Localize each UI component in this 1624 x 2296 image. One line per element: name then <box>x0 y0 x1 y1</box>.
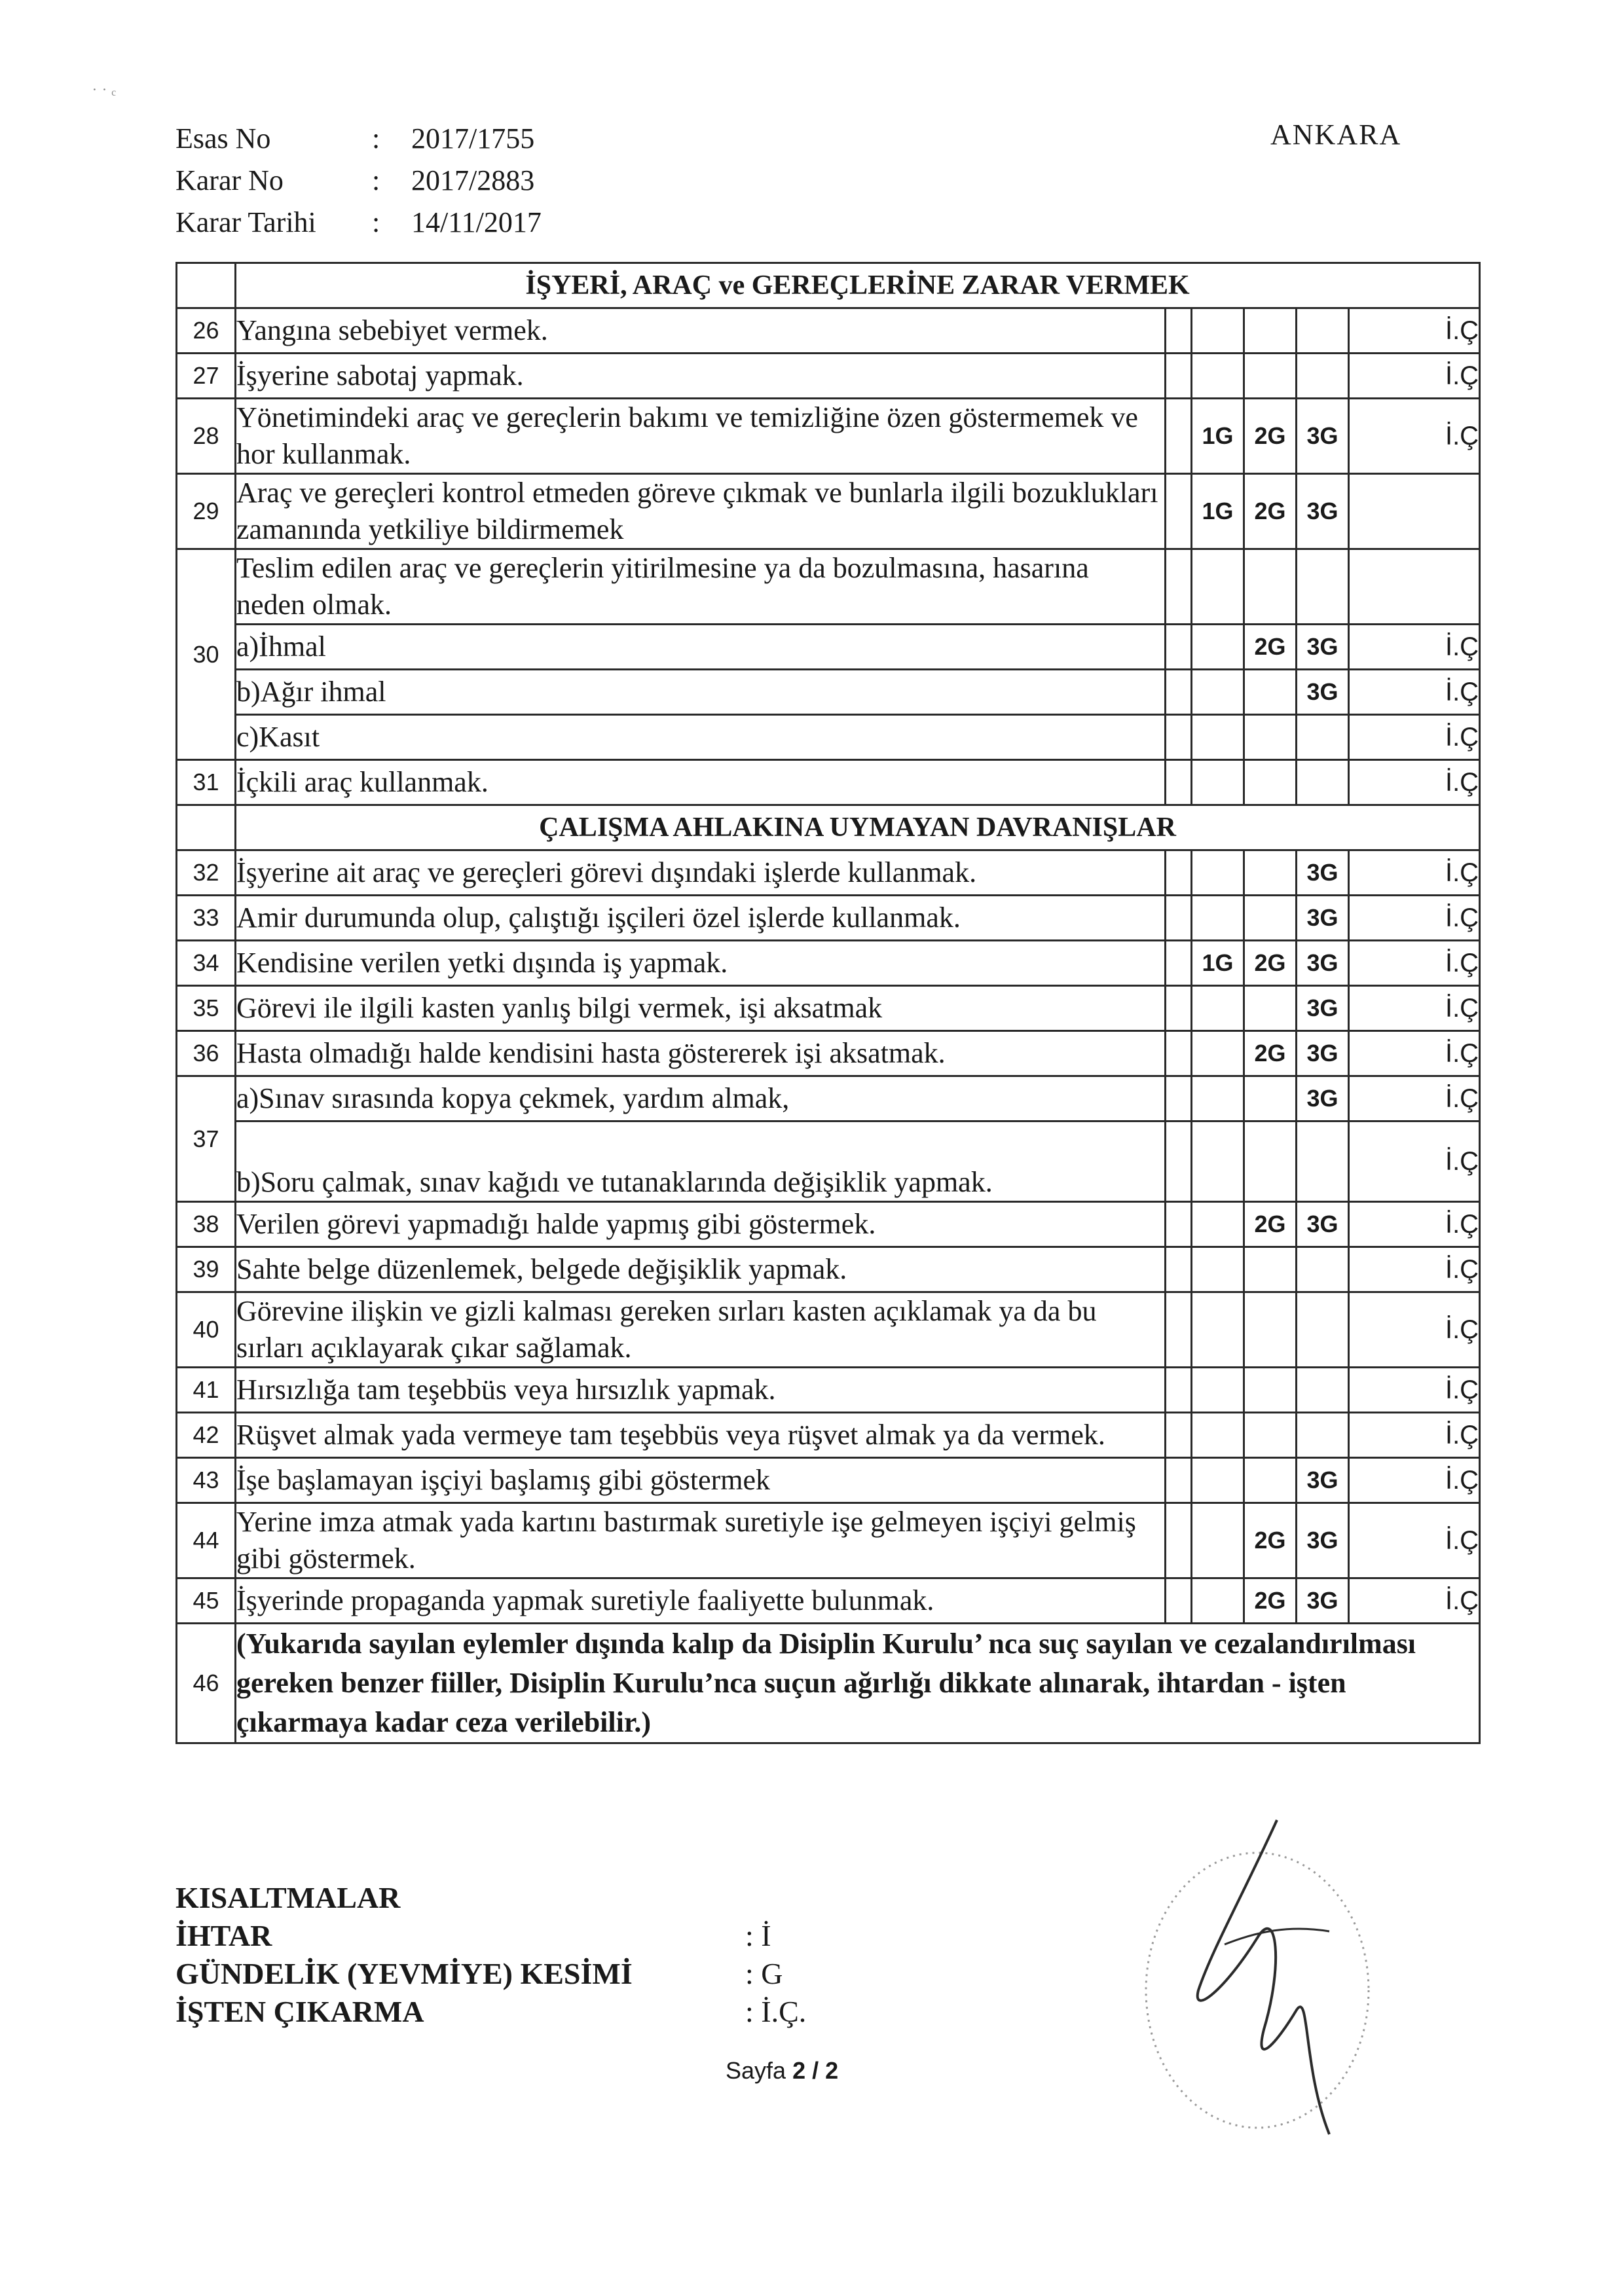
penalty-3g <box>1297 1368 1349 1413</box>
penalty-1g <box>1192 549 1244 625</box>
penalty-2g: 2G <box>1244 1578 1297 1624</box>
row-description: Hasta olmadığı halde kendisini hasta göstererek işi aksatmak. <box>236 1031 1166 1076</box>
penalty-ic: İ.Ç <box>1349 354 1480 399</box>
row-description: Yönetimindeki araç ve gereçlerin bakımı ve temizliğine özen göstermemek ve hor kullanmak. <box>236 399 1166 474</box>
penalty-1g <box>1192 625 1244 670</box>
row-description: Hırsızlığa tam teşebbüs veya hırsızlık yapmak. <box>236 1368 1166 1413</box>
esas-colon: : <box>372 122 380 155</box>
spacer-cell <box>1166 399 1192 474</box>
row-number: 40 <box>177 1292 236 1368</box>
table-row <box>177 850 1480 896</box>
penalty-ic: İ.Ç <box>1349 715 1480 760</box>
penalty-ic <box>1349 549 1480 625</box>
penalty-ic: İ.Ç <box>1349 1292 1480 1368</box>
tarih-value: 14/11/2017 <box>411 206 542 238</box>
row-number: 37 <box>177 1076 236 1202</box>
abbr-value: : G <box>745 1957 783 1990</box>
row-description: Yangına sebebiyet vermek. <box>236 308 1166 354</box>
table-row <box>177 354 1480 399</box>
penalty-ic: İ.Ç <box>1349 850 1480 896</box>
spacer-cell <box>1166 549 1192 625</box>
table-row <box>177 1503 1480 1578</box>
penalty-1g: 1G <box>1192 474 1244 549</box>
row-number: 33 <box>177 896 236 941</box>
penalty-2g: 2G <box>1244 625 1297 670</box>
row-number: 28 <box>177 399 236 474</box>
abbreviations <box>175 1879 806 2031</box>
penalty-3g: 3G <box>1297 1202 1349 1247</box>
spacer-cell <box>1166 1247 1192 1292</box>
row-description: Yerine imza atmak yada kartını bastırmak suretiyle işe gelmeyen işçiyi gelmiş gibi göstermek. <box>236 1503 1166 1578</box>
page-sep: / <box>812 2057 819 2084</box>
penalty-1g: 1G <box>1192 399 1244 474</box>
penalty-2g <box>1244 670 1297 715</box>
penalty-ic <box>1349 474 1480 549</box>
penalty-3g <box>1297 549 1349 625</box>
penalty-3g: 3G <box>1297 474 1349 549</box>
row-number: 27 <box>177 354 236 399</box>
row-description: b)Soru çalmak, sınav kağıdı ve tutanaklarında değişiklik yapmak. <box>236 1121 1166 1202</box>
karar-label: Karar No <box>175 164 284 196</box>
penalty-2g <box>1244 1247 1297 1292</box>
table-row <box>177 1292 1480 1368</box>
tarih-label: Karar Tarihi <box>175 206 316 238</box>
spacer-cell <box>1166 941 1192 986</box>
penalty-ic: İ.Ç <box>1349 1031 1480 1076</box>
row-number: 36 <box>177 1031 236 1076</box>
penalty-ic: İ.Ç <box>1349 760 1480 805</box>
row-number: 43 <box>177 1458 236 1503</box>
page-number <box>726 2057 838 2085</box>
abbr-key: GÜNDELİK (YEVMİYE) KESİMİ <box>175 1957 633 1990</box>
row-description: İşe başlamayan işçiyi başlamış gibi göstermek <box>236 1458 1166 1503</box>
karar-colon: : <box>372 164 380 196</box>
page-total: 2 <box>825 2057 839 2084</box>
penalty-2g <box>1244 354 1297 399</box>
row-number: 31 <box>177 760 236 805</box>
spacer-cell <box>1166 986 1192 1031</box>
penalty-ic: İ.Ç <box>1349 625 1480 670</box>
spacer-cell <box>1166 896 1192 941</box>
section-spacer <box>177 805 236 850</box>
penalty-ic: İ.Ç <box>1349 670 1480 715</box>
spacer-cell <box>1166 670 1192 715</box>
penalty-2g <box>1244 896 1297 941</box>
row-description: Amir durumunda olup, çalıştığı işçileri özel işlerde kullanmak. <box>236 896 1166 941</box>
penalty-ic: İ.Ç <box>1349 1076 1480 1121</box>
esas-value: 2017/1755 <box>411 122 535 155</box>
spacer-cell <box>1166 1121 1192 1202</box>
abbr-key: İHTAR <box>175 1919 272 1952</box>
penalty-1g <box>1192 1458 1244 1503</box>
penalty-1g <box>1192 1202 1244 1247</box>
penalty-3g <box>1297 1121 1349 1202</box>
penalty-2g <box>1244 1368 1297 1413</box>
table-row <box>177 1458 1480 1503</box>
penalty-1g <box>1192 1413 1244 1458</box>
esas-label: Esas No <box>175 122 271 155</box>
penalty-ic: İ.Ç <box>1349 308 1480 354</box>
penalty-3g <box>1297 354 1349 399</box>
row-number: 44 <box>177 1503 236 1578</box>
penalty-1g <box>1192 986 1244 1031</box>
penalty-3g <box>1297 715 1349 760</box>
penalty-2g <box>1244 1121 1297 1202</box>
penalty-2g: 2G <box>1244 399 1297 474</box>
row-number: 34 <box>177 941 236 986</box>
penalty-2g <box>1244 1458 1297 1503</box>
penalty-3g <box>1297 308 1349 354</box>
table-subrow <box>177 625 1480 670</box>
row-description: c)Kasıt <box>236 715 1166 760</box>
penalty-ic: İ.Ç <box>1349 1413 1480 1458</box>
row-description: b)Ağır ihmal <box>236 670 1166 715</box>
row-description: a)Sınav sırasında kopya çekmek, yardım almak, <box>236 1076 1166 1121</box>
penalty-1g: 1G <box>1192 941 1244 986</box>
table-row <box>177 1624 1480 1743</box>
penalty-3g: 3G <box>1297 1076 1349 1121</box>
row-number: 41 <box>177 1368 236 1413</box>
table-row <box>177 474 1480 549</box>
penalty-ic: İ.Ç <box>1349 1121 1480 1202</box>
table-row <box>177 549 1480 625</box>
spacer-cell <box>1166 1458 1192 1503</box>
spacer-cell <box>1166 1292 1192 1368</box>
row-number: 38 <box>177 1202 236 1247</box>
penalty-ic: İ.Ç <box>1349 1368 1480 1413</box>
penalty-1g <box>1192 760 1244 805</box>
penalty-table <box>175 262 1481 1744</box>
row-description: Görevi ile ilgili kasten yanlış bilgi vermek, işi aksatmak <box>236 986 1166 1031</box>
penalty-1g <box>1192 715 1244 760</box>
penalty-3g: 3G <box>1297 1031 1349 1076</box>
tarih-colon: : <box>372 206 380 238</box>
penalty-ic: İ.Ç <box>1349 1247 1480 1292</box>
penalty-3g: 3G <box>1297 1458 1349 1503</box>
penalty-1g <box>1192 1031 1244 1076</box>
table-subrow <box>177 670 1480 715</box>
penalty-ic: İ.Ç <box>1349 1578 1480 1624</box>
row-description: Görevine ilişkin ve gizli kalması gereken sırları kasten açıklamak ya da bu sırları açıklayarak çıkar sağlamak. <box>236 1292 1166 1368</box>
abbr-value: : İ.Ç. <box>745 1995 807 2028</box>
penalty-3g <box>1297 1247 1349 1292</box>
signature-stamp <box>1113 1794 1388 2160</box>
spacer-cell <box>1166 850 1192 896</box>
penalty-3g <box>1297 760 1349 805</box>
table-row <box>177 986 1480 1031</box>
row-description: İşyerine ait araç ve gereçleri görevi dışındaki işlerde kullanmak. <box>236 850 1166 896</box>
spacer-cell <box>1166 715 1192 760</box>
table-row <box>177 399 1480 474</box>
spacer-cell <box>1166 354 1192 399</box>
abbr-value: : İ <box>745 1919 771 1952</box>
spacer-cell <box>1166 1031 1192 1076</box>
penalty-ic: İ.Ç <box>1349 1503 1480 1578</box>
penalty-1g <box>1192 896 1244 941</box>
penalty-2g <box>1244 308 1297 354</box>
row-number: 46 <box>177 1624 236 1743</box>
page-current: 2 <box>792 2057 806 2084</box>
spacer-cell <box>1166 1413 1192 1458</box>
penalty-1g <box>1192 308 1244 354</box>
row-description: İşyerine sabotaj yapmak. <box>236 354 1166 399</box>
penalty-ic: İ.Ç <box>1349 986 1480 1031</box>
row-description: Rüşvet almak yada vermeye tam teşebbüs veya rüşvet almak ya da vermek. <box>236 1413 1166 1458</box>
table-subrow <box>177 1121 1480 1202</box>
spacer-cell <box>1166 308 1192 354</box>
spacer-cell <box>1166 474 1192 549</box>
row-number: 26 <box>177 308 236 354</box>
penalty-3g: 3G <box>1297 941 1349 986</box>
table-row <box>177 1202 1480 1247</box>
section-title-2: ÇALIŞMA AHLAKINA UYMAYAN DAVRANIŞLAR <box>236 805 1480 850</box>
penalty-ic: İ.Ç <box>1349 896 1480 941</box>
penalty-3g: 3G <box>1297 670 1349 715</box>
penalty-2g <box>1244 1413 1297 1458</box>
spacer-cell <box>1166 625 1192 670</box>
row-description: İşyerinde propaganda yapmak suretiyle faaliyette bulunmak. <box>236 1578 1166 1624</box>
penalty-ic: İ.Ç <box>1349 941 1480 986</box>
penalty-3g: 3G <box>1297 399 1349 474</box>
karar-value: 2017/2883 <box>411 164 535 196</box>
penalty-2g <box>1244 986 1297 1031</box>
spacer-cell <box>1166 1202 1192 1247</box>
penalty-2g: 2G <box>1244 1202 1297 1247</box>
table-row <box>177 1076 1480 1121</box>
scan-marks: ˙ ˙ ᶜ <box>92 85 116 104</box>
table-row <box>177 941 1480 986</box>
penalty-2g <box>1244 715 1297 760</box>
penalty-1g <box>1192 1578 1244 1624</box>
table-row <box>177 1247 1480 1292</box>
penalty-3g <box>1297 1292 1349 1368</box>
table-row <box>177 308 1480 354</box>
penalty-2g: 2G <box>1244 941 1297 986</box>
penalty-ic: İ.Ç <box>1349 1202 1480 1247</box>
penalty-3g: 3G <box>1297 625 1349 670</box>
row-description: Araç ve gereçleri kontrol etmeden göreve çıkmak ve bunlarla ilgili bozuklukları zamanında yetkiliye bildirmemek <box>236 474 1166 549</box>
row-description: Sahte belge düzenlemek, belgede değişiklik yapmak. <box>236 1247 1166 1292</box>
row-description: Verilen görevi yapmadığı halde yapmış gibi göstermek. <box>236 1202 1166 1247</box>
abbr-key: İŞTEN ÇIKARMA <box>175 1995 424 2028</box>
penalty-1g <box>1192 1076 1244 1121</box>
row-number: 45 <box>177 1578 236 1624</box>
table-row <box>177 760 1480 805</box>
spacer-cell <box>1166 760 1192 805</box>
row-number: 42 <box>177 1413 236 1458</box>
table-row <box>177 896 1480 941</box>
penalty-1g <box>1192 850 1244 896</box>
section-header-1 <box>177 263 1480 308</box>
spacer-cell <box>1166 1368 1192 1413</box>
penalty-3g: 3G <box>1297 1503 1349 1578</box>
penalty-1g <box>1192 670 1244 715</box>
page-label: Sayfa <box>726 2057 786 2084</box>
row-description: Kendisine verilen yetki dışında iş yapmak. <box>236 941 1166 986</box>
penalty-1g <box>1192 1121 1244 1202</box>
penalty-2g: 2G <box>1244 1031 1297 1076</box>
table-row <box>177 1413 1480 1458</box>
abbreviations-title: KISALTMALAR <box>175 1881 401 1914</box>
penalty-2g: 2G <box>1244 1503 1297 1578</box>
row-number: 30 <box>177 549 236 760</box>
case-header <box>175 118 542 244</box>
table-row <box>177 1031 1480 1076</box>
table-subrow <box>177 715 1480 760</box>
penalty-1g <box>1192 1247 1244 1292</box>
table-row <box>177 1578 1480 1624</box>
penalty-3g: 3G <box>1297 850 1349 896</box>
penalty-2g <box>1244 549 1297 625</box>
penalty-1g <box>1192 1292 1244 1368</box>
row-number: 29 <box>177 474 236 549</box>
penalty-ic: İ.Ç <box>1349 399 1480 474</box>
penalty-ic: İ.Ç <box>1349 1458 1480 1503</box>
row-description: a)İhmal <box>236 625 1166 670</box>
penalty-1g <box>1192 354 1244 399</box>
penalty-1g <box>1192 1503 1244 1578</box>
spacer-cell <box>1166 1503 1192 1578</box>
row-description: İçkili araç kullanmak. <box>236 760 1166 805</box>
penalty-2g <box>1244 1076 1297 1121</box>
table-row <box>177 1368 1480 1413</box>
row-description: (Yukarıda sayılan eylemler dışında kalıp da Disiplin Kurulu’ nca suç sayılan ve cezalandırılması gereken benzer fiiller, Disiplin Kurulu’nca suçun ağırlığı dikkate alınarak, ihtardan - işten çıkarmaya kadar ceza verilebilir.) <box>236 1624 1480 1743</box>
penalty-1g <box>1192 1368 1244 1413</box>
penalty-2g <box>1244 1292 1297 1368</box>
spacer-cell <box>1166 1578 1192 1624</box>
row-number: 35 <box>177 986 236 1031</box>
row-description: Teslim edilen araç ve gereçlerin yitirilmesine ya da bozulmasına, hasarına neden olmak. <box>236 549 1166 625</box>
penalty-3g: 3G <box>1297 1578 1349 1624</box>
penalty-3g: 3G <box>1297 986 1349 1031</box>
penalty-2g <box>1244 760 1297 805</box>
penalty-3g: 3G <box>1297 896 1349 941</box>
city: ANKARA <box>1270 118 1402 151</box>
section-header-2 <box>177 805 1480 850</box>
penalty-2g: 2G <box>1244 474 1297 549</box>
spacer-cell <box>1166 1076 1192 1121</box>
section-title-1: İŞYERİ, ARAÇ ve GEREÇLERİNE ZARAR VERMEK <box>236 263 1480 308</box>
penalty-2g <box>1244 850 1297 896</box>
row-number: 39 <box>177 1247 236 1292</box>
row-number: 32 <box>177 850 236 896</box>
penalty-3g <box>1297 1413 1349 1458</box>
